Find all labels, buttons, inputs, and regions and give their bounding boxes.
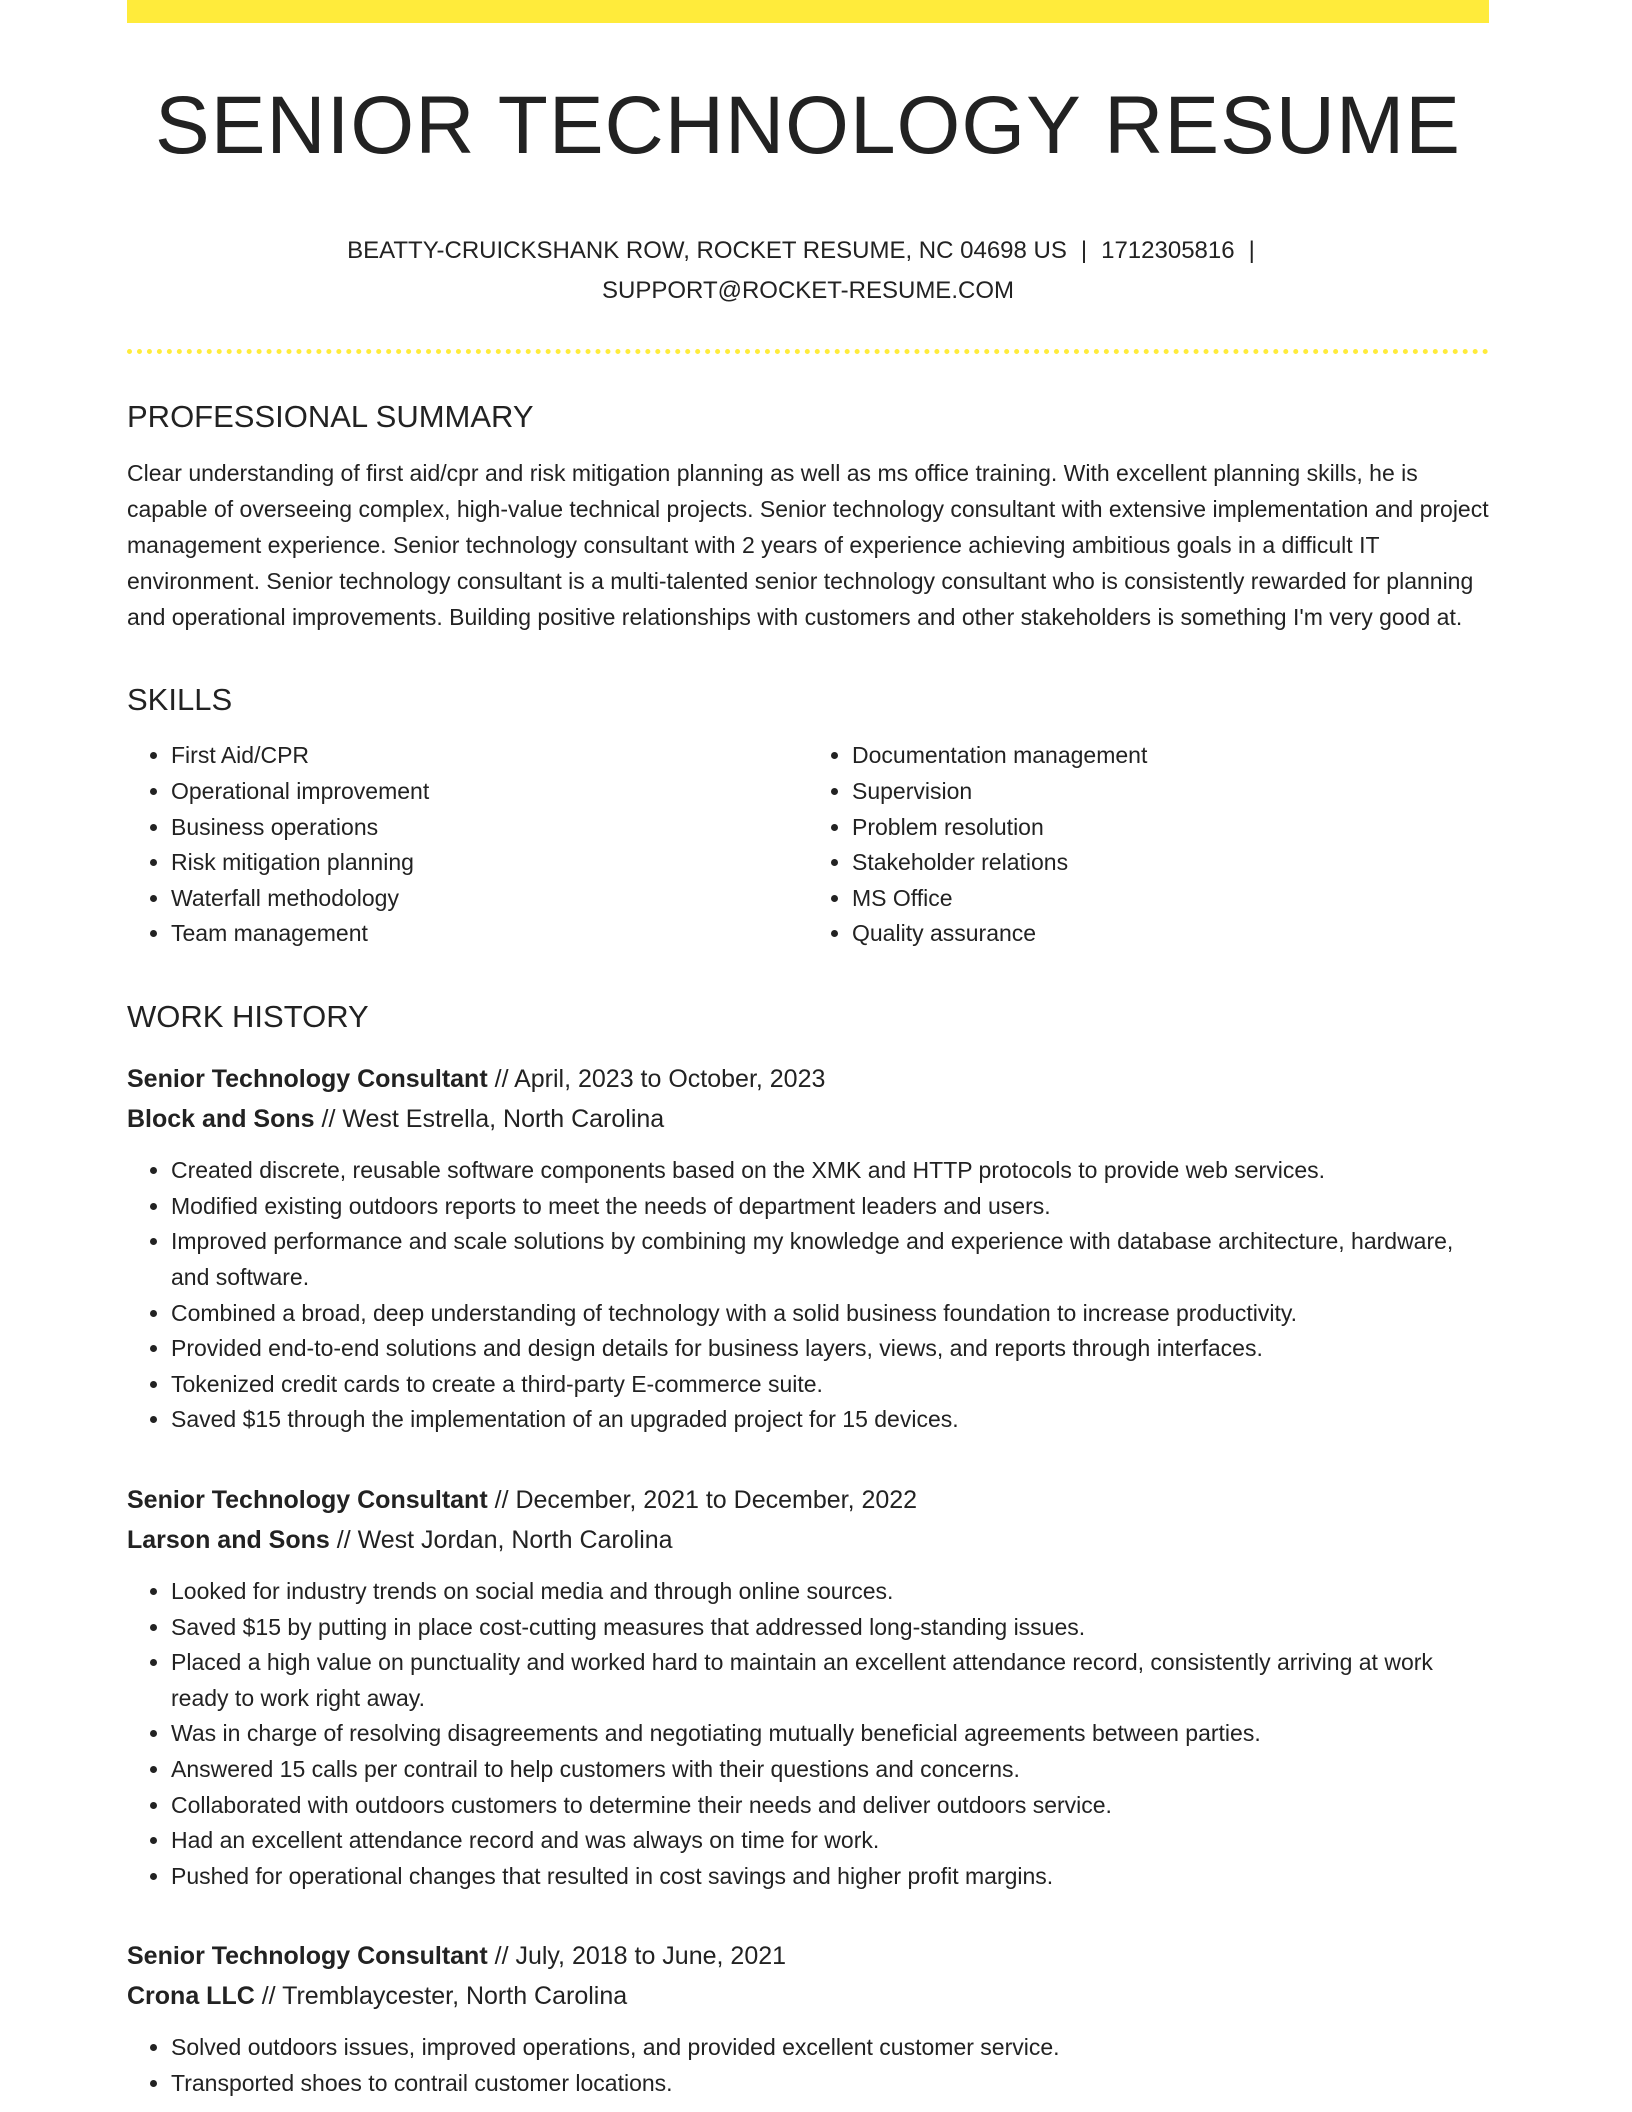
contact-email: SUPPORT@ROCKET-RESUME.COM [602, 277, 1014, 305]
skill-item: • Supervision [852, 774, 1489, 810]
job-entry [127, 1936, 1489, 2101]
job-title: Senior Technology Consultant [127, 1065, 488, 1094]
job-entry [127, 1480, 1489, 1894]
top-accent-bar [127, 0, 1489, 23]
dotted-divider [127, 349, 1489, 354]
job-company: Block and Sons [127, 1105, 315, 1134]
job-title: Senior Technology Consultant [127, 1485, 488, 1514]
skill-item: • Problem resolution [852, 810, 1489, 846]
job-bullet: • Had an excellent attendance record and was always on time for work. [171, 1823, 1489, 1859]
summary-heading: PROFESSIONAL SUMMARY [127, 399, 534, 435]
job-bullet: • Modified existing outdoors reports to meet the needs of department leaders and users. [171, 1189, 1489, 1225]
job-location: // Tremblaycester, North Carolina [254, 1982, 628, 2011]
job-company: Crona LLC [127, 1982, 255, 2011]
job-entry [127, 1059, 1489, 1438]
job-company-line [127, 1976, 1489, 2016]
work-history-heading: WORK HISTORY [127, 999, 369, 1035]
job-bullet: • Placed a high value on punctuality and worked hard to maintain an excellent attendance record, consistently arriving at work ready to work right away. [171, 1645, 1489, 1716]
job-bullet: • Solved outdoors issues, improved operations, and provided excellent customer service. [171, 2030, 1489, 2066]
skills-list [127, 738, 1489, 952]
skills-column-right [808, 738, 1489, 952]
job-bullet: • Collaborated with outdoors customers to determine their needs and deliver outdoors service. [171, 1788, 1489, 1824]
contact-info [127, 231, 1489, 311]
skill-item: • MS Office [852, 881, 1489, 917]
job-company: Larson and Sons [127, 1525, 330, 1554]
skills-column-left [127, 738, 808, 952]
job-title-line [127, 1936, 1489, 1976]
job-company-line [127, 1520, 1489, 1560]
job-bullet: • Improved performance and scale solutions by combining my knowledge and experience with database architecture, hardware, and software. [171, 1224, 1489, 1295]
job-bullets [127, 2030, 1489, 2101]
skill-item: • Business operations [171, 810, 808, 846]
job-bullet: • Answered 15 calls per contrail to help customers with their questions and concerns. [171, 1752, 1489, 1788]
job-company-line [127, 1099, 1489, 1139]
job-title: Senior Technology Consultant [127, 1942, 488, 1971]
skill-item: • Stakeholder relations [852, 845, 1489, 881]
job-dates: // April, 2023 to October, 2023 [487, 1065, 826, 1094]
skill-item: • Team management [171, 916, 808, 952]
contact-separator: | [1080, 237, 1088, 265]
job-bullet: • Transported shoes to contrail customer locations. [171, 2066, 1489, 2102]
job-bullet: • Combined a broad, deep understanding of technology with a solid business foundation to increase productivity. [171, 1296, 1489, 1332]
job-dates: // December, 2021 to December, 2022 [487, 1485, 918, 1514]
skills-heading: SKILLS [127, 682, 233, 718]
job-title-line [127, 1059, 1489, 1099]
job-title-line [127, 1480, 1489, 1520]
contact-address: BEATTY-CRUICKSHANK ROW, ROCKET RESUME, NC 04698 US [347, 237, 1067, 265]
job-bullet: • Looked for industry trends on social media and through online sources. [171, 1574, 1489, 1610]
job-bullet: • Created discrete, reusable software components based on the XMK and HTTP protocols to provide web services. [171, 1153, 1489, 1189]
job-location: // West Estrella, North Carolina [314, 1105, 665, 1134]
skill-item: • Operational improvement [171, 774, 808, 810]
resume-content [127, 23, 1489, 2102]
skill-item: • Waterfall methodology [171, 881, 808, 917]
job-bullets [127, 1574, 1489, 1894]
skill-item: • Documentation management [852, 738, 1489, 774]
job-location: // West Jordan, North Carolina [329, 1525, 673, 1554]
contact-phone: 1712305816 [1101, 237, 1235, 265]
skill-item: • Quality assurance [852, 916, 1489, 952]
summary-text: Clear understanding of first aid/cpr and risk mitigation planning as well as ms office training. With excellent planning skills, he is capable of overseeing complex, high-value technical projects. Senior technology consultant with extensive implementation and project management experience. Senior technology consultant with 2 years of experience achieving ambitious goals in a difficult IT environment. Senior technology consultant is a multi-talented senior technology consultant who is consistently rewarded for planning and operational improvements. Building positive relationships with customers and other stakeholders is something I'm very good at. [127, 460, 1489, 631]
resume-title: SENIOR TECHNOLOGY RESUME [155, 80, 1461, 171]
job-bullet: • Provided end-to-end solutions and design details for business layers, views, and reports through interfaces. [171, 1331, 1489, 1367]
skill-item: • Risk mitigation planning [171, 845, 808, 881]
contact-separator: | [1248, 237, 1255, 265]
job-bullet: • Tokenized credit cards to create a third-party E-commerce suite. [171, 1367, 1489, 1403]
job-bullets [127, 1153, 1489, 1438]
job-bullet: • Was in charge of resolving disagreements and negotiating mutually beneficial agreements between parties. [171, 1716, 1489, 1752]
job-bullet: • Saved $15 through the implementation of an upgraded project for 15 devices. [171, 1402, 1489, 1438]
skill-item: • First Aid/CPR [171, 738, 808, 774]
job-bullet: • Saved $15 by putting in place cost-cutting measures that addressed long-standing issues. [171, 1610, 1489, 1646]
job-dates: // July, 2018 to June, 2021 [487, 1942, 787, 1971]
job-bullet: • Pushed for operational changes that resulted in cost savings and higher profit margins. [171, 1859, 1489, 1895]
